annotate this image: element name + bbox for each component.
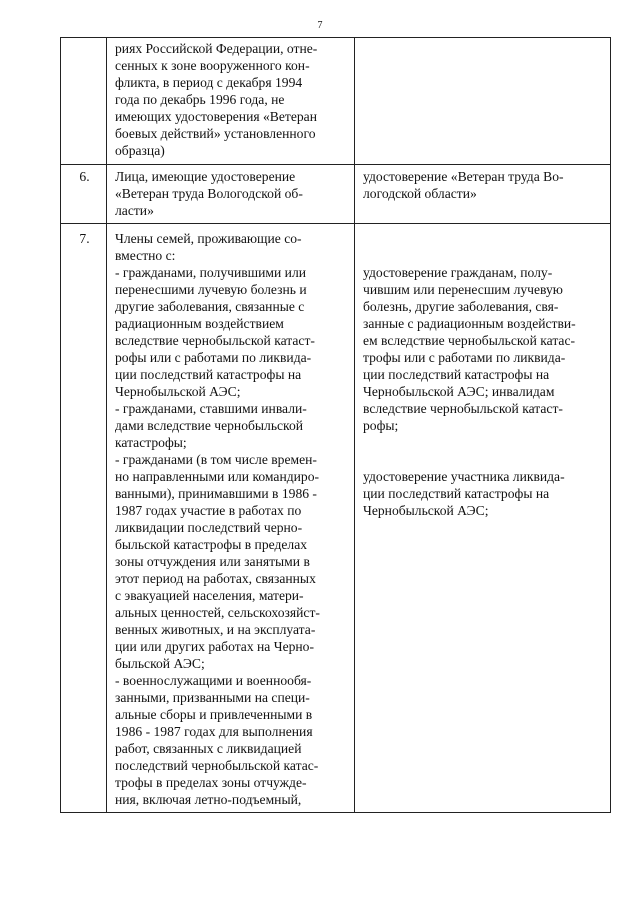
- spacer: [363, 434, 604, 451]
- page-number: 7: [317, 20, 323, 31]
- document-cell: [355, 224, 611, 813]
- row-number: [61, 38, 107, 165]
- spacer: [363, 230, 604, 247]
- category-line: - гражданами (в том числе времен-: [115, 452, 317, 467]
- category-line: венных животных, и на эксплуата-: [115, 622, 316, 637]
- category-line: быльской АЭС;: [115, 656, 205, 671]
- category-line: Чернобыльской АЭС;: [115, 384, 241, 399]
- category-line: работ, связанных с ликвидацией: [115, 741, 302, 756]
- benefits-table: [60, 37, 611, 813]
- category-line: - гражданами, ставшими инвали-: [115, 401, 307, 416]
- category-line: 1986 - 1987 годах для выполнения: [115, 724, 313, 739]
- document-line: ем вследствие чернобыльской катас-: [363, 333, 576, 348]
- document-line: занные с радиационным воздействи-: [363, 316, 576, 331]
- category-line: радиационным воздействием: [115, 316, 284, 331]
- document-line: логодской области»: [363, 186, 477, 201]
- document-line: удостоверение «Ветеран труда Во-: [363, 169, 564, 184]
- document-line: болезнь, другие заболевания, свя-: [363, 299, 559, 314]
- category-line: катастрофы;: [115, 435, 187, 450]
- category-line: рофы или с работами по ликвида-: [115, 350, 312, 365]
- category-line: риях Российской Федерации, отне-: [115, 41, 318, 56]
- category-line: быльской катастрофы в пределах: [115, 537, 308, 552]
- category-cell: [107, 224, 355, 813]
- document-line: удостоверение гражданам, полу-: [363, 265, 553, 280]
- category-line: вследствие чернобыльской катаст-: [115, 333, 315, 348]
- table-row: [61, 224, 611, 813]
- category-line: зоны отчуждения или занятыми в: [115, 554, 310, 569]
- category-line: боевых действий» установленного: [115, 126, 316, 141]
- category-line: этот период на работах, связанных: [115, 571, 316, 586]
- category-line: трофы в пределах зоны отчужде-: [115, 775, 307, 790]
- spacer: [363, 451, 604, 468]
- row-number: 7.: [61, 224, 107, 813]
- row-number: 6.: [61, 165, 107, 224]
- category-line: года по декабрь 1996 года, не: [115, 92, 285, 107]
- category-line: ласти»: [115, 203, 154, 218]
- document-line: ции последствий катастрофы на: [363, 486, 550, 501]
- category-line: ния, включая летно-подъемный,: [115, 792, 302, 807]
- category-line: образца): [115, 143, 165, 158]
- document-line: удостоверение участника ликвида-: [363, 469, 565, 484]
- category-line: с эвакуацией населения, матери-: [115, 588, 304, 603]
- category-line: «Ветеран труда Вологодской об-: [115, 186, 303, 201]
- category-line: дами вследствие чернобыльской: [115, 418, 304, 433]
- category-line: - гражданами, получившими или: [115, 265, 307, 280]
- category-line: ции последствий катастрофы на: [115, 367, 302, 382]
- category-line: ликвидации последствий черно-: [115, 520, 303, 535]
- document-line: вследствие чернобыльской катаст-: [363, 401, 563, 416]
- category-line: имеющих удостоверения «Ветеран: [115, 109, 317, 124]
- category-cell: [107, 165, 355, 224]
- document-line: Чернобыльской АЭС;: [363, 503, 489, 518]
- document-cell: [355, 38, 611, 165]
- document-line: ции последствий катастрофы на: [363, 367, 550, 382]
- category-line: последствий чернобыльской катас-: [115, 758, 319, 773]
- category-line: Члены семей, проживающие со-: [115, 231, 302, 246]
- category-line: занными, призванными на специ-: [115, 690, 310, 705]
- category-line: вместно с:: [115, 248, 176, 263]
- document-line: трофы или с работами по ликвида-: [363, 350, 566, 365]
- category-line: другие заболевания, связанные с: [115, 299, 305, 314]
- category-line: Лица, имеющие удостоверение: [115, 169, 296, 184]
- category-cell: [107, 38, 355, 165]
- document-cell: [355, 165, 611, 224]
- category-line: фликта, в период с декабря 1994: [115, 75, 303, 90]
- category-line: перенесшими лучевую болезнь и: [115, 282, 307, 297]
- category-line: сенных к зоне вооруженного кон-: [115, 58, 310, 73]
- document-line: чившим или перенесшим лучевую: [363, 282, 563, 297]
- document-line: рофы;: [363, 418, 399, 433]
- category-line: ции или других работах на Черно-: [115, 639, 315, 654]
- category-line: 1987 годах участие в работах по: [115, 503, 302, 518]
- spacer: [363, 247, 604, 264]
- category-line: но направленными или командиро-: [115, 469, 320, 484]
- category-line: - военнослужащими и военнообя-: [115, 673, 312, 688]
- table-row: [61, 38, 611, 165]
- document-line: Чернобыльской АЭС; инвалидам: [363, 384, 555, 399]
- category-line: альные сборы и привлеченными в: [115, 707, 313, 722]
- category-line: ванными), принимавшими в 1986 -: [115, 486, 317, 501]
- category-line: альных ценностей, сельскохозяйст-: [115, 605, 320, 620]
- table-row: [61, 165, 611, 224]
